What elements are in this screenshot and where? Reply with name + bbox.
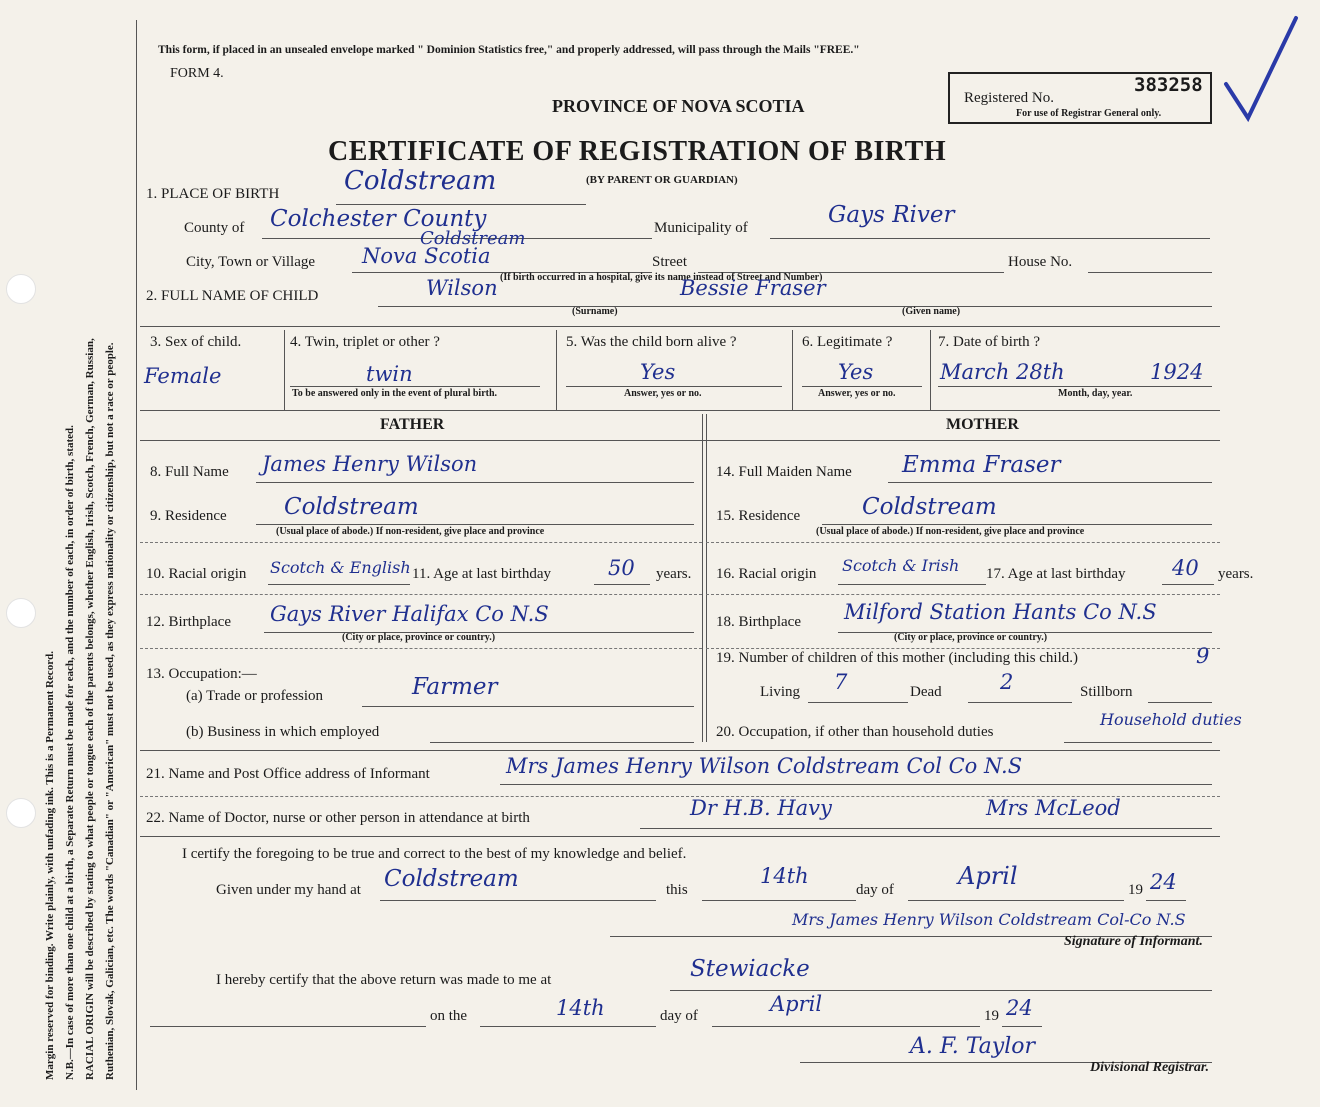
mother-years-label: years. xyxy=(1218,566,1254,582)
mother-residence-label: 15. Residence xyxy=(716,508,801,524)
city-overwrite: Coldstream xyxy=(420,228,526,249)
doctor-value: Dr H.B. Havy xyxy=(690,796,832,820)
mother-dead-label: Dead xyxy=(910,684,942,700)
father-business-label: (b) Business in which employed xyxy=(186,724,380,740)
child-given-name: Bessie Fraser xyxy=(680,276,826,300)
place-of-birth-label: 1. PLACE OF BIRTH xyxy=(146,186,280,202)
registrar-label: Divisional Registrar. xyxy=(1090,1060,1210,1075)
mother-age-label: 17. Age at last birthday xyxy=(986,566,1126,582)
father-trade-value: Farmer xyxy=(412,674,498,700)
father-race-label: 10. Racial origin xyxy=(146,566,247,582)
registrar-month-value: April xyxy=(770,992,823,1016)
registration-note: For use of Registrar General only. xyxy=(1016,108,1162,119)
dob-value: March 28th xyxy=(940,360,1065,384)
registrar-year-prefix: 19 xyxy=(984,1008,999,1024)
mother-birthplace-label: 18. Birthplace xyxy=(716,614,801,630)
informant-label: 21. Name and Post Office address of Informant xyxy=(146,766,430,782)
margin-rule xyxy=(136,20,137,1090)
surname-caption: (Surname) xyxy=(572,306,618,317)
mother-living-value: 7 xyxy=(834,670,848,694)
sex-value: Female xyxy=(144,364,222,388)
city-value: Nova Scotia xyxy=(362,244,491,268)
county-label: County of xyxy=(184,220,245,236)
twin-value: twin xyxy=(366,362,413,386)
mother-birthplace-value: Milford Station Hants Co N.S xyxy=(844,600,1157,624)
informant-signature: Mrs James Henry Wilson Coldstream Col-Co N.S xyxy=(792,910,1186,929)
mother-occupation-label: 20. Occupation, if other than household duties xyxy=(716,724,994,740)
dob-note: Month, day, year. xyxy=(1058,388,1133,399)
mother-dead-value: 2 xyxy=(1000,670,1014,694)
father-name-value: James Henry Wilson xyxy=(262,452,478,476)
informant-signature-label: Signature of Informant. xyxy=(1064,934,1203,949)
father-residence-label: 9. Residence xyxy=(150,508,227,524)
certificate-subtitle: (BY PARENT OR GUARDIAN) xyxy=(586,174,738,186)
city-label: City, Town or Village xyxy=(186,254,316,270)
registration-number: 383258 xyxy=(1134,74,1203,96)
registrar-place-value: Stewiacke xyxy=(690,956,810,982)
father-age-label: 11. Age at last birthday xyxy=(412,566,551,582)
certify-statement: I certify the foregoing to be true and correct to the best of my knowledge and belief. xyxy=(182,846,687,862)
sex-label: 3. Sex of child. xyxy=(150,334,242,350)
certify-year-prefix: 19 xyxy=(1128,882,1143,898)
mother-age-value: 40 xyxy=(1172,556,1199,580)
mother-children-value: 9 xyxy=(1196,644,1210,668)
binding-hole-bottom xyxy=(6,798,36,828)
father-birthplace-label: 12. Birthplace xyxy=(146,614,231,630)
day-of-label: day of xyxy=(856,882,894,898)
father-birthplace-value: Gays River Halifax Co N.S xyxy=(270,602,549,626)
certify-month-value: April xyxy=(958,862,1018,890)
mother-heading: MOTHER xyxy=(946,416,1019,433)
legitimate-note: Answer, yes or no. xyxy=(818,388,896,399)
given-place-value: Coldstream xyxy=(384,866,519,892)
county-value: Colchester County xyxy=(270,206,487,232)
nurse-value: Mrs McLeod xyxy=(986,796,1121,820)
father-occupation-label: 13. Occupation:— xyxy=(146,666,257,682)
binding-hole-top xyxy=(6,274,36,304)
mother-residence-note: (Usual place of abode.) If non-resident, give place and province xyxy=(816,526,1085,537)
father-birthplace-note: (City or place, province or country.) xyxy=(342,632,496,643)
legitimate-value: Yes xyxy=(838,360,874,384)
margin-note-racial-origin: RACIAL ORIGIN will be described by stating to what people or tongue each of the parents belongs, whether English, Irish, Scotch, French, German, Russian, xyxy=(84,338,96,1080)
father-residence-value: Coldstream xyxy=(284,494,419,520)
alive-label: 5. Was the child born alive ? xyxy=(566,334,737,350)
margin-note-nationality: Ruthenian, Slovak, Galician, etc. The words "Canadian" or "American" must not be used, as they express nationality or citizenship, but not a race or people. xyxy=(104,342,116,1080)
municipality-value: Gays River xyxy=(828,202,955,228)
given-label: Given under my hand at xyxy=(216,882,361,898)
this-label: this xyxy=(666,882,688,898)
certify-day-value: 14th xyxy=(760,864,809,888)
twin-note: To be answered only in the event of plural birth. xyxy=(292,388,498,399)
registrar-day-value: 14th xyxy=(556,996,605,1020)
mother-occupation-value: Household duties xyxy=(1100,710,1242,729)
street-label: Street xyxy=(652,254,687,270)
registrar-statement: I hereby certify that the above return was made to me at xyxy=(216,972,552,988)
province-title: PROVINCE OF NOVA SCOTIA xyxy=(552,96,805,116)
hospital-note: (If birth occurred in a hospital, give its name instead of Street and Number) xyxy=(500,272,823,283)
mother-living-label: Living xyxy=(760,684,800,700)
mother-stillborn-label: Stillborn xyxy=(1080,684,1133,700)
child-name-label: 2. FULL NAME OF CHILD xyxy=(146,288,319,304)
mother-race-label: 16. Racial origin xyxy=(716,566,817,582)
mail-notice: This form, if placed in an unsealed envelope marked " Dominion Statistics free," and properly addressed, will pass through the Mails "FREE." xyxy=(158,44,860,56)
twin-label: 4. Twin, triplet or other ? xyxy=(290,334,440,350)
binding-hole-middle xyxy=(6,598,36,628)
father-years-label: years. xyxy=(656,566,692,582)
father-heading: FATHER xyxy=(380,416,445,433)
mother-children-label: 19. Number of children of this mother (including this child.) xyxy=(716,650,1079,666)
municipality-label: Municipality of xyxy=(654,220,748,236)
margin-note-binding: Margin reserved for binding. Write plainly, with unfading ink. This is a Permanent Record. xyxy=(44,651,56,1080)
certify-year-value: 24 xyxy=(1150,870,1177,894)
given-name-caption: (Given name) xyxy=(902,306,961,317)
mother-name-label: 14. Full Maiden Name xyxy=(716,464,852,480)
father-residence-note: (Usual place of abode.) If non-resident, give place and province xyxy=(276,526,545,537)
dob-label: 7. Date of birth ? xyxy=(938,334,1041,350)
alive-note: Answer, yes or no. xyxy=(624,388,702,399)
mother-residence-value: Coldstream xyxy=(862,494,997,520)
registrar-year-value: 24 xyxy=(1006,996,1033,1020)
margin-note-multiple-births: N.B.—In case of more than one child at a birth, a Separate Return must be made for each, and the number of each, in order of birth, stated. xyxy=(64,425,76,1080)
father-trade-label: (a) Trade or profession xyxy=(186,688,324,704)
father-race-value: Scotch & English xyxy=(270,558,411,577)
registrar-on-the-label: on the xyxy=(430,1008,468,1024)
mother-birthplace-note: (City or place, province or country.) xyxy=(894,632,1048,643)
informant-value: Mrs James Henry Wilson Coldstream Col Co N.S xyxy=(506,754,1023,778)
doctor-label: 22. Name of Doctor, nurse or other person in attendance at birth xyxy=(146,810,530,826)
certificate-title: CERTIFICATE OF REGISTRATION OF BIRTH xyxy=(328,136,947,167)
checkmark-icon xyxy=(1222,14,1302,129)
legitimate-label: 6. Legitimate ? xyxy=(802,334,893,350)
dob-year: 1924 xyxy=(1150,360,1204,384)
father-age-value: 50 xyxy=(608,556,635,580)
house-label: House No. xyxy=(1008,254,1073,270)
registrar-signature: A. F. Taylor xyxy=(910,1034,1036,1059)
alive-value: Yes xyxy=(640,360,676,384)
mother-name-value: Emma Fraser xyxy=(902,452,1061,478)
place-of-birth-value: Coldstream xyxy=(344,166,497,196)
child-surname: Wilson xyxy=(426,276,498,300)
registration-label: Registered No. xyxy=(964,90,1054,106)
father-name-label: 8. Full Name xyxy=(150,464,229,480)
form-number: FORM 4. xyxy=(170,66,224,81)
registrar-day-of-label: day of xyxy=(660,1008,698,1024)
mother-race-value: Scotch & Irish xyxy=(842,556,960,575)
